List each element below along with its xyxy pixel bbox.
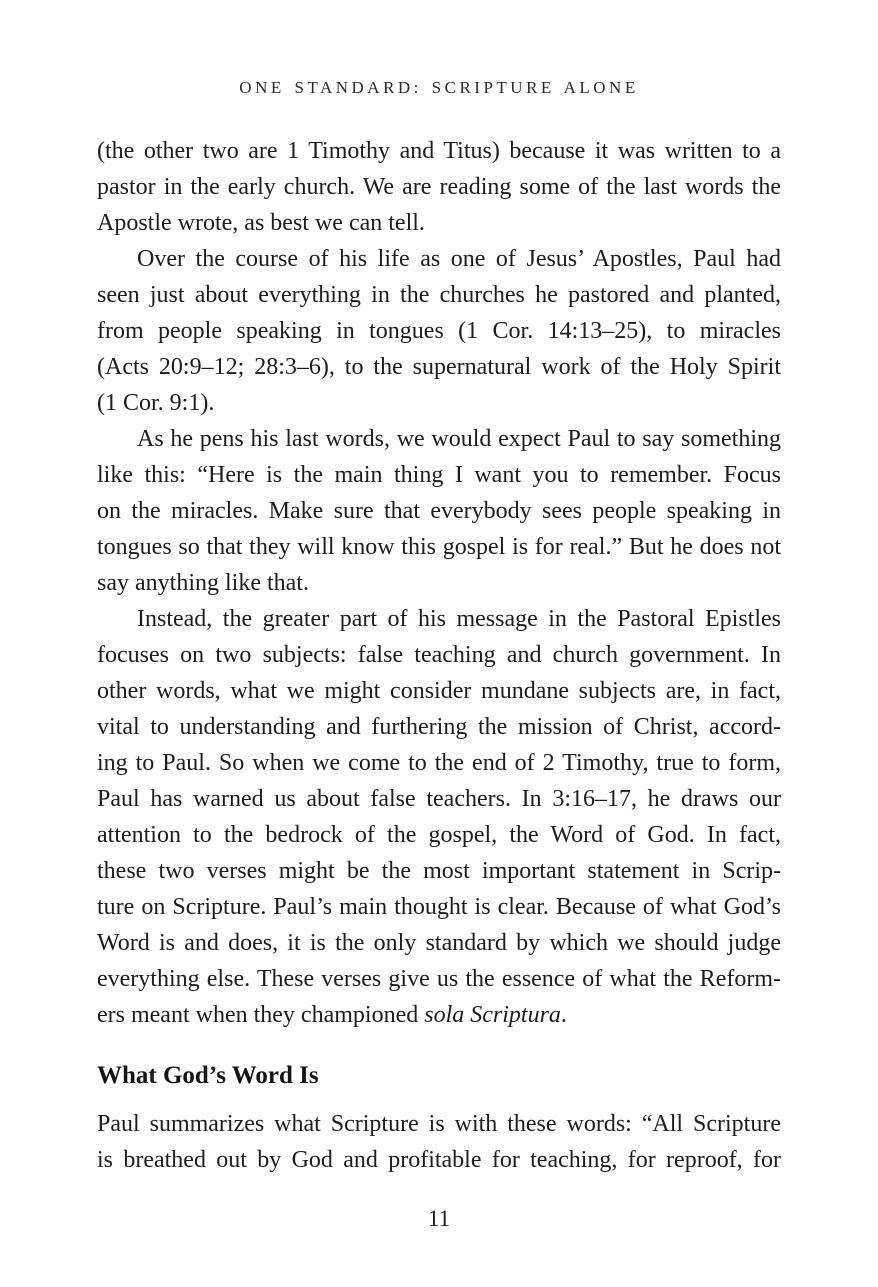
text-segment: ture on Scripture. Paul’s main thought is clear. Because of what God’s [97, 894, 781, 920]
text-segment: tongues so that they will know this gospel is for real.” But he does not [97, 534, 781, 560]
text-segment: ers meant when they championed [97, 1002, 425, 1028]
text-segment: these two verses might be the most important statement in Scrip- [97, 858, 781, 884]
text-line [97, 637, 781, 673]
section-heading: What God’s Word Is [97, 1062, 319, 1089]
text-segment: everything else. These verses give us the essence of what the Reform- [97, 966, 781, 992]
text-segment: Apostle wrote, as best we can tell. [97, 210, 425, 236]
text-line [97, 781, 781, 817]
text-segment: on the miracles. Make sure that everybody sees people speaking in [97, 498, 781, 524]
text-segment: other words, what we might consider mundane subjects are, in fact, [97, 678, 781, 704]
text-line [97, 313, 781, 349]
text-line [97, 853, 781, 889]
text-line [97, 349, 781, 385]
body-text [97, 133, 781, 1178]
text-segment: from people speaking in tongues (1 Cor. 14:13–25), to miracles [97, 318, 781, 344]
text-segment: Paul summarizes what Scripture is with these words: “All Scripture [97, 1111, 781, 1137]
italic-term: sola Scriptura [424, 1002, 561, 1028]
text-segment: seen just about everything in the churches he pastored and planted, [97, 282, 781, 308]
running-header: ONE STANDARD: SCRIPTURE ALONE [239, 78, 639, 97]
text-segment: pastor in the early church. We are reading some of the last words the [97, 174, 781, 200]
text-segment: like this: “Here is the main thing I want you to remember. Focus [97, 462, 781, 488]
text-segment: (the other two are 1 Timothy and Titus) because it was written to a [97, 138, 781, 164]
paragraph [97, 1106, 781, 1178]
text-segment: is breathed out by God and profitable for teaching, for reproof, for [97, 1147, 781, 1173]
text-line [97, 925, 781, 961]
text-segment: (1 Cor. 9:1). [97, 390, 215, 416]
text-line [97, 133, 781, 169]
text-segment: Word is and does, it is the only standard by which we should judge [97, 930, 781, 956]
text-line [97, 529, 781, 565]
text-line [97, 169, 781, 205]
paragraph [97, 601, 781, 1033]
text-line [97, 385, 781, 421]
text-line [97, 745, 781, 781]
text-segment: . [560, 1002, 567, 1028]
text-line [97, 997, 781, 1033]
text-line [97, 205, 781, 241]
text-segment: focuses on two subjects: false teaching and church government. In [97, 642, 781, 668]
text-line [97, 601, 781, 637]
text-segment: As he pens his last words, we would expect Paul to say something [137, 426, 781, 452]
text-line [97, 889, 781, 925]
text-line [97, 565, 781, 601]
text-line [97, 277, 781, 313]
text-segment: Instead, the greater part of his message in the Pastoral Epistles [137, 606, 781, 632]
paragraph [97, 421, 781, 601]
text-line [97, 961, 781, 997]
text-segment: attention to the bedrock of the gospel, the Word of God. In fact, [97, 822, 781, 848]
text-segment: ing to Paul. So when we come to the end of 2 Timothy, true to form, [97, 750, 781, 776]
text-line [97, 421, 781, 457]
text-line [97, 673, 781, 709]
text-line [97, 457, 781, 493]
text-segment: vital to understanding and furthering the mission of Christ, accord- [97, 714, 781, 740]
text-line [97, 241, 781, 277]
text-segment: (Acts 20:9–12; 28:3–6), to the supernatural work of the Holy Spirit [97, 354, 781, 380]
text-line [97, 1106, 781, 1142]
text-line [97, 709, 781, 745]
text-line [97, 493, 781, 529]
text-segment: say anything like that. [97, 570, 309, 596]
paragraph [97, 133, 781, 241]
paragraph [97, 241, 781, 421]
page-number: 11 [427, 1206, 451, 1231]
text-segment: Paul has warned us about false teachers. In 3:16–17, he draws our [97, 786, 781, 812]
text-line [97, 1142, 781, 1178]
text-line [97, 817, 781, 853]
text-segment: Over the course of his life as one of Jesus’ Apostles, Paul had [137, 246, 781, 272]
